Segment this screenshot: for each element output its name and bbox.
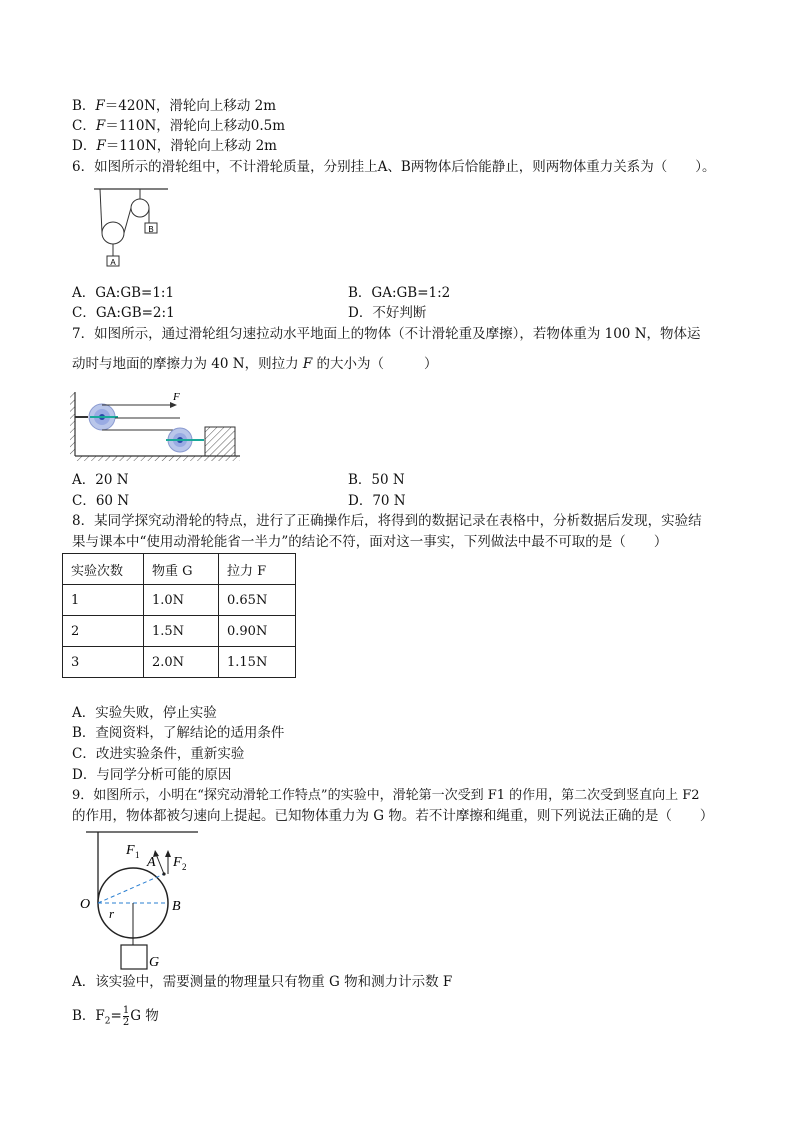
q5-option-c: C．F＝110N，滑轮向上移动0.5m (72, 118, 286, 134)
q6-option-d: D．不好判断 (348, 305, 427, 321)
table-cell: 0.90N (219, 616, 296, 647)
table-header-cell: 实验次数 (63, 554, 144, 585)
q9-pulley-figure (76, 830, 206, 970)
q7-option-d: D．70 N (348, 493, 406, 509)
table-header-cell: 物重 G (144, 554, 219, 585)
q9-label-f1-sub: 1 (135, 850, 140, 860)
q5-option-b: B．F＝420N，滑轮向上移动 2m (72, 98, 277, 114)
q8-option-a: A．实验失败，停止实验 (72, 705, 217, 721)
table-row (63, 647, 296, 678)
table-row (63, 585, 296, 616)
table-cell: 2 (63, 616, 144, 647)
q9-label-a: A (147, 855, 156, 870)
q9-label-f2-sub: 2 (182, 862, 187, 872)
table-cell: 3 (63, 647, 144, 678)
q9-label-f1: F (126, 843, 135, 858)
q9-label-o: O (80, 897, 91, 912)
table-cell: 1.0N (144, 585, 219, 616)
q6-option-c: C．GA:GB=2:1 (72, 305, 175, 321)
q6-label-b: B (148, 225, 154, 234)
table-cell: 1.5N (144, 616, 219, 647)
q9-label-r: r (109, 906, 115, 921)
q6-stem: 6．如图所示的滑轮组中，不计滑轮质量，分别挂上A、B两物体后恰能静止，则两物体重力关系为（ ）。 (72, 159, 716, 175)
table-cell: 2.0N (144, 647, 219, 678)
q9-stem-line2: 的作用，物体都被匀速向上提起。已知物体重力为 G 物。若不计摩擦和绳重，则下列说法正确的是（ ） (72, 808, 714, 824)
table-header-row (63, 554, 296, 585)
q6-pulley-figure (90, 186, 170, 272)
q7-pulley-figure (70, 390, 242, 462)
q7-force-label: F (173, 391, 180, 403)
q5-option-d: D．F＝110N，滑轮向上移动 2m (72, 138, 277, 154)
q6-option-a: A．GA:GB=1:1 (72, 285, 175, 301)
q8-option-b: B．查阅资料，了解结论的适用条件 (72, 725, 285, 741)
q8-option-c: C．改进实验条件，重新实验 (72, 746, 245, 762)
q7-stem-line2: 动时与地面的摩擦力为 40 N，则拉力 F 的大小为（ ） (72, 356, 438, 372)
q9-stem-line1: 9．如图所示，小明在“探究动滑轮工作特点”的实验中，滑轮第一次受到 F1 的作用，第二次受到竖直向上 F2 (72, 788, 700, 803)
table-cell: 1.15N (219, 647, 296, 678)
table-cell: 0.65N (219, 585, 296, 616)
table-header-cell: 拉力 F (219, 554, 296, 585)
q6-option-b: B．GA:GB=1:2 (348, 285, 451, 301)
table-row (63, 616, 296, 647)
q8-stem-line2: 果与课本中“使用动滑轮能省一半力”的结论不符，面对这一事实，下列做法中最不可取的是（ ） (72, 534, 668, 550)
q9-option-a: A．该实验中，需要测量的物理量只有物重 G 物和测力计示数 F (72, 974, 453, 990)
q8-stem-line1: 8．某同学探究动滑轮的特点，进行了正确操作后，将得到的数据记录在表格中，分析数据后发现，实验结 (72, 513, 702, 529)
q7-stem-line1: 7．如图所示，通过滑轮组匀速拉动水平地面上的物体（不计滑轮重及摩擦），若物体重为 100 N，物体运 (72, 326, 701, 342)
q9-label-g: G (149, 955, 160, 970)
q9-label-f2: F (173, 855, 182, 870)
q8-data-table (62, 553, 296, 678)
q6-label-a: A (110, 258, 116, 267)
q9-option-b: B．$F_2=$ $\frac{1}{2}$ G 物 (72, 1004, 159, 1028)
q7-option-c: C．60 N (72, 493, 130, 509)
q7-option-b: B．50 N (348, 472, 405, 488)
q9-label-b: B (172, 899, 181, 914)
q7-option-a: A．20 N (72, 472, 129, 488)
table-cell: 1 (63, 585, 144, 616)
q8-option-d: D．与同学分析可能的原因 (72, 767, 232, 783)
